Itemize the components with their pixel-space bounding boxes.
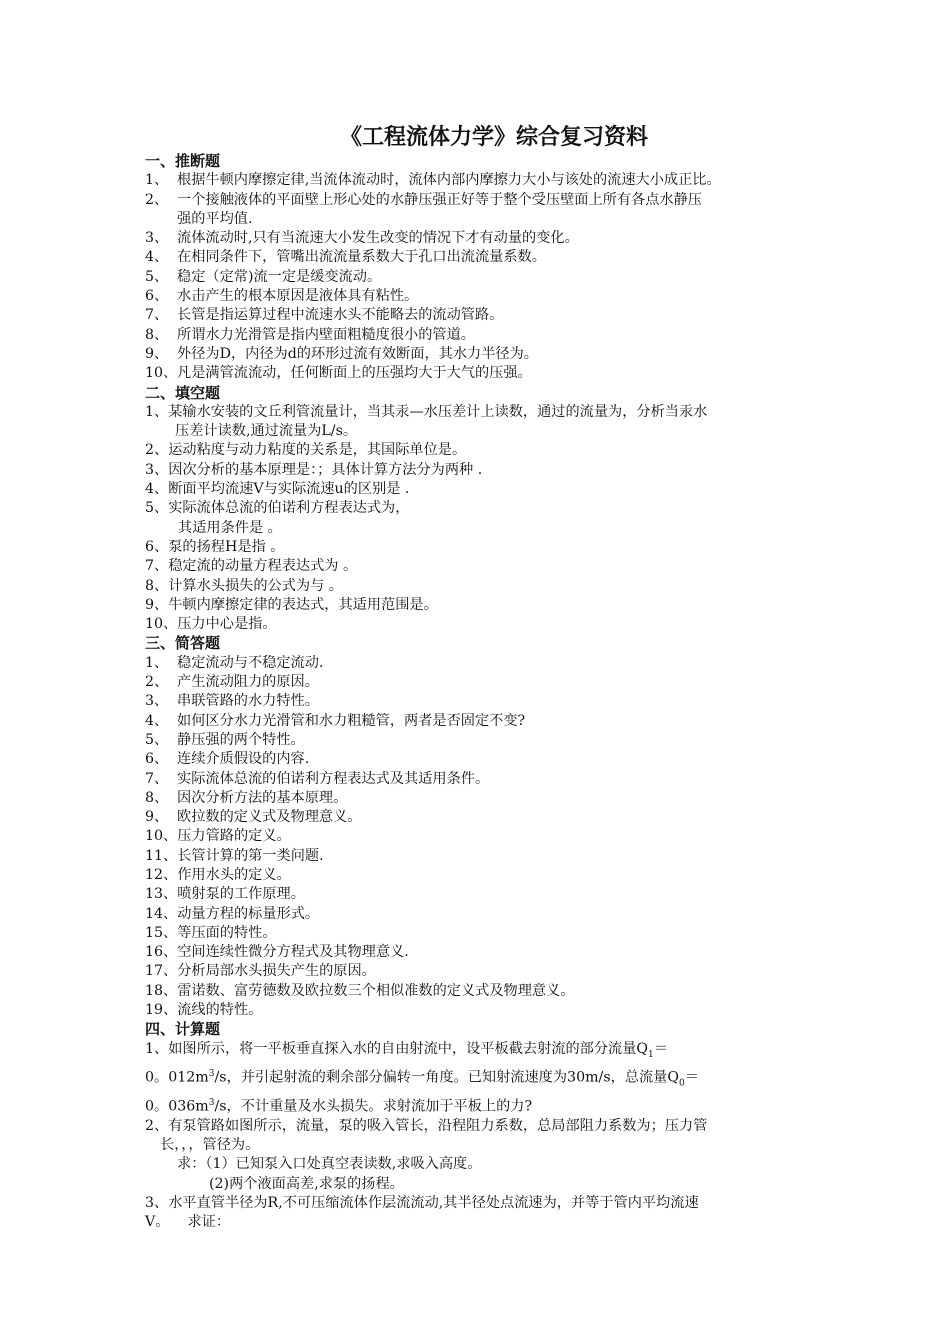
item-number: 5、 [145,731,169,748]
item-text: 如何区分水力光滑管和水力粗糙管，两者是否固定不变? [177,712,526,729]
list-item [145,248,825,267]
list-item [145,731,825,750]
item-text: 稳定（定常)流一定是缓变流动。 [177,268,382,285]
list-item [145,306,825,325]
list-item: 9、牛顿内摩擦定律的表达式，其适用范围是。 [145,596,438,613]
item-text: 因次分析方法的基本原理。 [177,789,348,806]
list-item: 13、喷射泵的工作原理。 [145,886,305,903]
list-item [145,229,825,248]
problem-text: /s，不计重量及水头损失。求射流加于平板上的力? [214,1098,533,1115]
document-page [145,122,825,1232]
section-heading-fill-blank: 二、填空题 [145,383,221,402]
list-item: 12、作用水头的定义。 [145,866,291,883]
item-text: 水击产生的根本原因是液体具有粘性。 [177,288,419,305]
list-item: 2、运动粘度与动力粘度的关系是，其国际单位是。 [145,442,467,459]
item-text: 静压强的两个特性。 [177,731,305,748]
problem-text: 1、如图所示，将一平板垂直探入水的自由射流中，设平板截去射流的部分流量Q [145,1040,649,1057]
problem-1-line-2 [145,1065,825,1094]
item-text: 长管是指运算过程中流速水头不能略去的流动管路。 [177,307,504,324]
item-continuation: 其适用条件是 。 [178,519,282,536]
problem-text: ＝ [684,1069,699,1086]
item-text: 在相同条件下，管嘴出流流量系数大于孔口出流流量系数。 [177,249,546,266]
subscript: 1 [648,1049,654,1060]
list-item: 19、流线的特性。 [145,1002,263,1019]
item-text: 稳定流动与不稳定流动. [177,654,324,671]
superscript: 3 [208,1097,215,1108]
list-item [145,287,825,306]
problem-2-line-4: (2)两个液面高差,求泵的扬程。 [209,1175,404,1192]
problem-text: 0。012m [145,1069,209,1086]
list-item [145,789,825,808]
list-item: 14、动量方程的标量形式。 [145,905,320,922]
list-item [145,364,825,383]
item-continuation: 压差计读数,通过流量为L/s。 [175,423,358,440]
list-item [145,712,825,731]
item-number: 7、 [145,770,169,787]
problem-2-line-3: 求：（1）已知泵入口处真空表读数,求吸入高度。 [177,1156,482,1173]
section-heading-short-answer: 三、简答题 [145,634,221,653]
problem-text: 0。036m [145,1098,209,1115]
subscript: 0 [679,1078,685,1089]
item-number: 4、 [145,712,169,729]
item-text: 串联管路的水力特性。 [177,693,319,710]
list-item: 1、某输水安装的文丘利管流量计，当其汞—水压差计上读数，通过的流量为，分析当汞水 [145,403,708,420]
list-item: 10、压力管路的定义。 [145,828,291,845]
item-text: 流体流动时,只有当流速大小发生改变的情况下才有动量的变化。 [177,230,579,247]
section-heading-judgement: 一、推断题 [145,152,221,170]
list-item: 17、分析局部水头损失产生的原因。 [145,963,376,980]
list-item [145,808,825,827]
problem-1-line-3 [145,1094,825,1117]
item-text: 一个接触液体的平面壁上形心处的水静压强正好等于整个受压壁面上所有各点水静压 [177,191,702,208]
list-item: 4、断面平均流速V与实际流速u的区别是 . [145,481,410,498]
item-number: 10、 [145,365,178,382]
item-number: 1、 [145,654,169,671]
list-item [145,345,825,364]
list-item [145,692,825,711]
problem-1-line-1 [145,1040,825,1065]
list-item: 6、泵的扬程H是指 。 [145,538,285,555]
problem-2-line-1: 2、有泵管路如图所示，流量，泵的吸入管长，沿程阻力系数，总局部阻力系数为；压力管 [145,1117,708,1134]
item-number: 8、 [145,326,169,343]
item-text: 欧拉数的定义式及物理意义。 [177,809,362,826]
item-number: 2、 [145,674,169,691]
item-text: 连续介质假设的内容. [177,751,310,768]
section-short-answer-list [145,654,825,1021]
problem-text: /s，并引起射流的剩余部分偏转一角度。已知射流速度为30m/s，总流量Q [214,1069,679,1086]
item-number: 3、 [145,693,169,710]
item-number: 1、 [145,172,169,189]
problem-3-line-1: 3、水平直管半径为R,不可压缩流体作层流流动,其半径处点流速为，并等于管内平均流速 [145,1194,699,1211]
item-text: 凡是满管流流动，任何断面上的压强均大于大气的压强。 [177,365,532,382]
item-text: 实际流体总流的伯诺利方程表达式及其适用条件。 [177,770,490,787]
item-continuation: 强的平均值. [177,210,253,227]
item-number: 5、 [145,268,169,285]
problem-text: ＝ [653,1040,668,1057]
list-item [145,171,825,190]
list-item: 7、稳定流的动量方程表达式为 。 [145,558,358,575]
section-heading-calculation: 四、计算题 [145,1020,221,1039]
item-number: 2、 [145,191,169,208]
item-text: 所谓水力光滑管是指内壁面粗糙度很小的管道。 [177,326,475,343]
item-number: 6、 [145,751,169,768]
list-item: 5、实际流体总流的伯诺利方程表达式为， [145,500,410,517]
section-fill-blank-list [145,403,825,635]
section-judgement-list [145,171,825,383]
list-item [145,654,825,673]
list-item [145,326,825,345]
list-item: 15、等压面的特性。 [145,924,277,941]
list-item: 11、长管计算的第一类问题. [145,847,324,864]
item-number: 6、 [145,288,169,305]
item-text: 产生流动阻力的原因。 [177,674,319,691]
list-item [145,191,825,210]
problem-3-line-2: V。 求证： [145,1214,231,1231]
list-item: 16、空间连续性微分方程式及其物理意义. [145,944,409,961]
item-number: 9、 [145,345,169,362]
superscript: 3 [208,1068,215,1079]
item-number: 4、 [145,249,169,266]
item-text: 根据牛顿内摩擦定律,当流体流动时，流体内部内摩擦力大小与该处的流速大小成正比。 [177,172,721,189]
item-number: 8、 [145,789,169,806]
list-item [145,770,825,789]
document-title: 《工程流体力学》综合复习资料 [339,124,648,150]
list-item: 10、压力中心是指。 [145,616,277,633]
list-item: 8、计算水头损失的公式为与 。 [145,577,343,594]
problem-2-line-2: 长，，，管径为。 [160,1136,260,1153]
item-number: 9、 [145,809,169,826]
list-item: 18、雷诺数、富劳德数及欧拉数三个相似准数的定义式及物理意义。 [145,982,575,999]
item-text: 外径为D，内径为d的环形过流有效断面，其水力半径为。 [177,345,538,362]
list-item [145,673,825,692]
list-item [145,268,825,287]
list-item: 3、因次分析的基本原理是：；具体计算方法分为两种 . [145,461,483,478]
item-number: 7、 [145,307,169,324]
section-calculation-body [145,1040,825,1233]
item-number: 3、 [145,230,169,247]
list-item [145,750,825,769]
